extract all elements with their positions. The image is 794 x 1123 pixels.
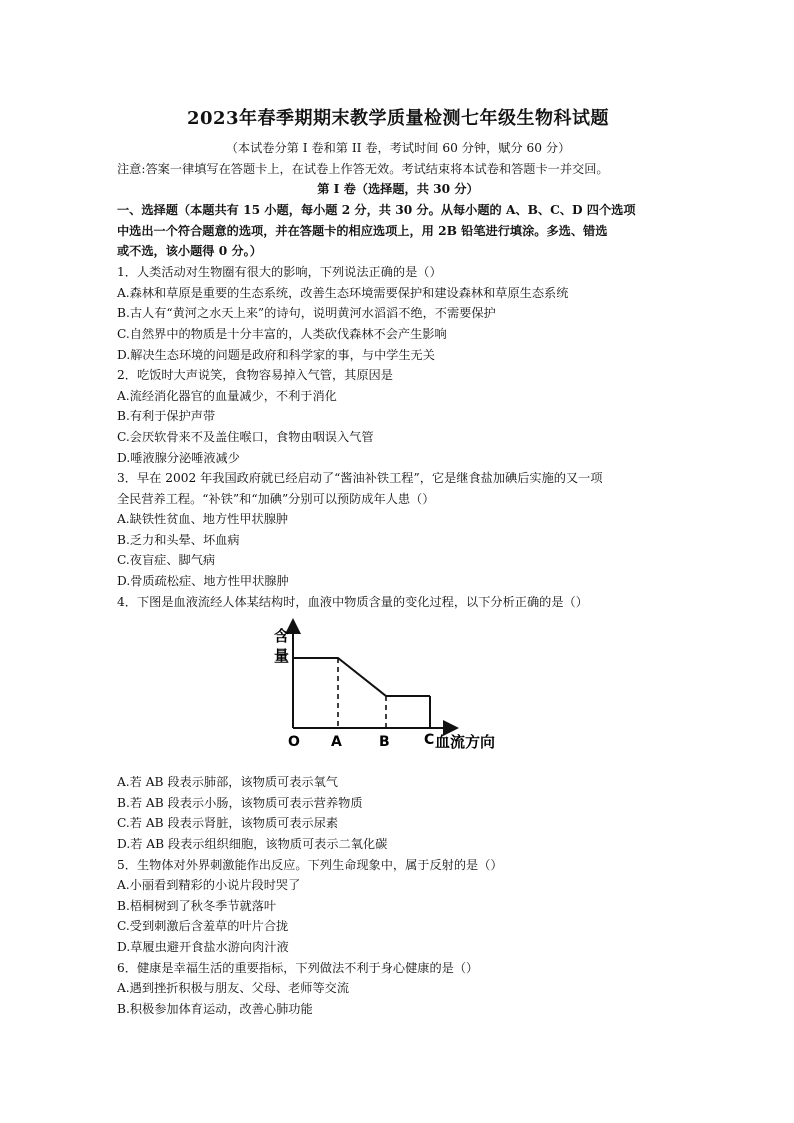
option-a: A.遇到挫折积极与朋友、父母、老师等交流 <box>117 981 350 996</box>
option-b: B.乏力和头晕、坏血病 <box>117 532 240 547</box>
point-c-label: C <box>424 732 435 749</box>
question-stem: 全民营养工程。“补铁”和“加碘”分别可以预防成年人患（） <box>117 491 435 506</box>
option-d: D.唾液腺分泌唾液减少 <box>117 450 240 465</box>
question-6 <box>117 958 679 1020</box>
option-b: B.积极参加体育运动，改善心肺功能 <box>117 1001 313 1016</box>
option-c: C.夜盲症、脚气病 <box>117 553 216 568</box>
content-graph <box>274 616 520 766</box>
question-stem: 4．下图是血液流经人体某结构时，血液中物质含量的变化过程，以下分析正确的是（） <box>117 594 588 609</box>
question-stem: 3．早在 2002 年我国政府就已经启动了“酱油补铁工程”，它是继食盐加碘后实施的又一项 <box>117 471 603 486</box>
exam-instructions: 注意:答案一律填写在答题卡上，在试卷上作答无效。考试结束将本试卷和答题卡一并交回。 <box>117 161 609 176</box>
option-b: B.有利于保护声带 <box>117 409 216 424</box>
section-line: 或不选，该小题得 0 分。） <box>117 244 262 259</box>
option-b: B.梧桐树到了秋冬季节就落叶 <box>117 898 277 913</box>
content-curve <box>293 658 430 696</box>
question-2 <box>117 365 679 468</box>
option-b: B.若 AB 段表示小肠，该物质可表示营养物质 <box>117 795 363 810</box>
option-d: D.解决生态环境的问题是政府和科学家的事，与中学生无关 <box>117 347 435 362</box>
point-b-label: B <box>379 734 390 751</box>
y-label-char-2: 量 <box>274 647 290 666</box>
x-axis-label: 血流方向 <box>435 733 496 752</box>
option-a: A.流经消化器官的血量减少，不利于消化 <box>117 388 337 403</box>
question-stem: 6．健康是幸福生活的重要指标，下列做法不利于身心健康的是（） <box>117 960 479 975</box>
blood-content-figure <box>117 616 679 766</box>
question-1 <box>117 262 679 365</box>
section-line: 中选出一个符合题意的选项，并在答题卡的相应选项上，用 2B 铅笔进行填涂。多选、错选 <box>117 223 608 238</box>
question-stem: 2．吃饭时大声说笑，食物容易掉入气管，其原因是 <box>117 368 393 383</box>
option-d: D.若 AB 段表示组织细胞，该物质可表示二氧化碳 <box>117 837 388 852</box>
option-c: C.受到刺激后含羞草的叶片合拢 <box>117 919 289 934</box>
option-a: A.缺铁性贫血、地方性甲状腺肿 <box>117 512 289 527</box>
origin-label: O <box>288 734 300 751</box>
section-line: 一、选择题（本题共有 15 小题，每小题 2 分，共 30 分。从每小题的 A、B、C、D 四个选项 <box>117 202 636 217</box>
exam-title: 2023年春季期期末教学质量检测七年级生物科试题 <box>186 108 610 129</box>
point-a-label: A <box>331 734 342 751</box>
option-d: D.骨质疏松症、地方性甲状腺肿 <box>117 574 289 589</box>
question-stem: 1．人类活动对生物圈有很大的影响，下列说法正确的是（） <box>117 265 442 280</box>
exam-page <box>117 104 679 1019</box>
question-5 <box>117 855 679 958</box>
option-d: D.草履虫避开食盐水游向肉汁液 <box>117 940 289 955</box>
option-c: C.若 AB 段表示肾脏，该物质可表示尿素 <box>117 816 339 831</box>
part-title: 第 I 卷（选择题，共 30 分） <box>317 182 479 197</box>
question-3 <box>117 468 679 592</box>
option-c: C.自然界中的物质是十分丰富的，人类砍伐森林不会产生影响 <box>117 326 447 341</box>
exam-note: （本试卷分第 I 卷和第 II 卷，考试时间 60 分钟，赋分 60 分） <box>225 141 571 155</box>
option-a: A.小丽看到精彩的小说片段时哭了 <box>117 878 301 893</box>
option-a: A.森林和草原是重要的生态系统，改善生态环境需要保护和建设森林和草原生态系统 <box>117 285 569 300</box>
y-label-char-1: 含 <box>274 627 290 646</box>
section-instructions <box>117 200 679 262</box>
option-b: B.古人有“黄河之水天上来”的诗句，说明黄河水滔滔不绝，不需要保护 <box>117 306 496 321</box>
question-stem: 5．生物体对外界刺激能作出反应。下列生命现象中，属于反射的是（） <box>117 857 503 872</box>
question-4 <box>117 592 679 855</box>
option-a: A.若 AB 段表示肺部，该物质可表示氧气 <box>117 775 338 790</box>
option-c: C.会厌软骨来不及盖住喉口，食物由咽误入气管 <box>117 429 374 444</box>
